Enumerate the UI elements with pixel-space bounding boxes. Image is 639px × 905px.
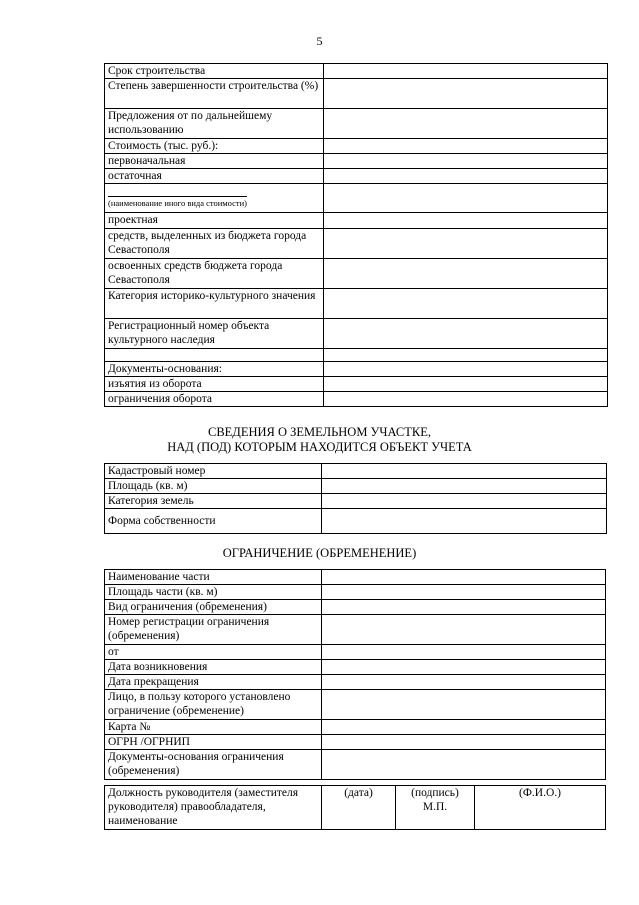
signature-sign-cell[interactable] [396, 786, 475, 830]
label-heritage-reg-number: Регистрационный номер объекта культурного наследия [105, 319, 324, 349]
value-land-category[interactable] [322, 494, 607, 509]
signature-fio-label: (Ф.И.О.) [519, 787, 561, 799]
object-info-table [104, 63, 608, 407]
value-ogrn[interactable] [322, 735, 606, 750]
value-registration-number[interactable] [322, 615, 606, 645]
section-restriction-title: ОГРАНИЧЕНИЕ (ОБРЕМЕНЕНИЕ) [222, 546, 417, 560]
signature-fio-cell[interactable] [475, 786, 606, 830]
value-restriction-type[interactable] [322, 600, 606, 615]
label-ownership-form: Форма собственности [105, 509, 322, 534]
signature-date-cell[interactable] [322, 786, 396, 830]
label-part-area: Площадь части (кв. м) [105, 585, 322, 600]
label-ogrn: ОГРН /ОГРНИП [105, 735, 322, 750]
label-start-date: Дата возникновения [105, 660, 322, 675]
value-part-area[interactable] [322, 585, 606, 600]
value-initial-cost[interactable] [324, 154, 608, 169]
label-part-name: Наименование части [105, 570, 322, 585]
value-residual-cost[interactable] [324, 169, 608, 184]
value-design-cost[interactable] [324, 213, 608, 229]
value-cadastral-number[interactable] [322, 464, 607, 479]
value-restriction[interactable] [324, 392, 608, 407]
value-end-date[interactable] [322, 675, 606, 690]
page-number: 5 [316, 34, 323, 48]
label-basis-documents: Документы-основания: [105, 362, 324, 377]
value-start-date[interactable] [322, 660, 606, 675]
signature-date-label: (дата) [344, 787, 373, 799]
label-other-cost: (наименование иного вида стоимости) [108, 198, 247, 208]
signature-table [104, 785, 606, 830]
label-construction-period: Срок строительства [105, 64, 324, 79]
label-spent-funds: освоенных средств бюджета города Севастополя [105, 259, 324, 289]
value-other-cost[interactable] [324, 184, 608, 213]
value-beneficiary[interactable] [322, 690, 606, 720]
label-restriction: ограничения оборота [105, 392, 324, 407]
value-from[interactable] [322, 645, 606, 660]
signature-stamp-label: М.П. [422, 801, 448, 813]
label-cost: Стоимость (тыс. руб.): [105, 139, 324, 154]
label-residual-cost: остаточная [105, 169, 324, 184]
label-design-cost: проектная [105, 213, 324, 229]
value-proposals[interactable] [324, 109, 608, 139]
value-withdrawal[interactable] [324, 377, 608, 392]
label-completion-degree: Степень завершенности строительства (%) [105, 79, 324, 109]
value-ownership-form[interactable] [322, 509, 607, 534]
value-area[interactable] [322, 479, 607, 494]
label-cadastral-number: Кадастровый номер [105, 464, 322, 479]
value-part-name[interactable] [322, 570, 606, 585]
label-land-category: Категория земель [105, 494, 322, 509]
value-spent-funds[interactable] [324, 259, 608, 289]
value-heritage-category[interactable] [324, 289, 608, 319]
value-allocated-funds[interactable] [324, 229, 608, 259]
label-from: от [105, 645, 322, 660]
label-initial-cost: первоначальная [105, 154, 324, 169]
value-completion-degree[interactable] [324, 79, 608, 109]
label-allocated-funds: средств, выделенных из бюджета города Севастополя [105, 229, 324, 259]
label-beneficiary: Лицо, в пользу которого установлено ограничение (обременение) [105, 690, 322, 720]
section-land-title-line2: НАД (ПОД) КОТОРЫМ НАХОДИТСЯ ОБЪЕКТ УЧЕТА [167, 440, 472, 454]
label-empty-row [105, 349, 324, 362]
land-plot-table [104, 463, 607, 534]
label-area: Площадь (кв. м) [105, 479, 322, 494]
value-heritage-reg-number[interactable] [324, 319, 608, 349]
value-cost[interactable] [324, 139, 608, 154]
label-end-date: Дата прекращения [105, 675, 322, 690]
label-registration-number: Номер регистрации ограничения (обременения) [105, 615, 322, 645]
value-construction-period[interactable] [324, 64, 608, 79]
value-basis-documents[interactable] [324, 362, 608, 377]
value-empty-row[interactable] [324, 349, 608, 362]
section-land-title-line1: СВЕДЕНИЯ О ЗЕМЕЛЬНОМ УЧАСТКЕ, [207, 425, 432, 439]
signature-position-label: Должность руководителя (заместителя руководителя) правообладателя, наименование [105, 786, 322, 830]
value-map-number[interactable] [322, 720, 606, 735]
value-restriction-documents[interactable] [322, 750, 606, 780]
label-heritage-category: Категория историко-культурного значения [105, 289, 324, 319]
label-withdrawal: изъятия из оборота [105, 377, 324, 392]
restriction-table [104, 569, 606, 780]
label-map-number: Карта № [105, 720, 322, 735]
signature-sign-label: (подпись) [411, 787, 459, 799]
label-restriction-documents: Документы-основания ограничения (обременения) [105, 750, 322, 780]
label-proposals: Предложения от по дальнейшему использованию [105, 109, 324, 139]
label-restriction-type: Вид ограничения (обременения) [105, 600, 322, 615]
